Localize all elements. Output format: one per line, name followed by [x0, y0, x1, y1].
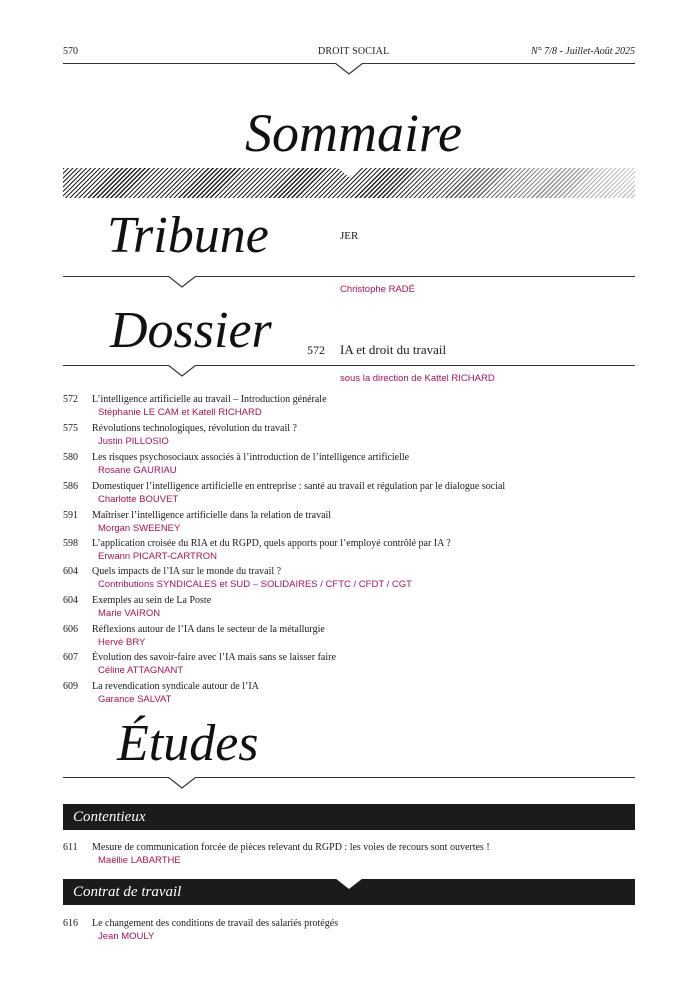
etudes-rule	[63, 777, 635, 778]
article-title[interactable]: La revendication syndicale autour de l’IA	[92, 681, 259, 692]
article-page: 575	[63, 423, 78, 434]
article-page: 611	[63, 842, 78, 853]
article-author: Charlotte BOUVET	[98, 494, 179, 505]
article-title[interactable]: L’intelligence artificielle au travail – Introduction générale	[92, 394, 327, 405]
section-bar-contentieux	[63, 804, 635, 830]
article-title[interactable]: L’application croisée du RIA et du RGPD, quels apports pour l’employé contrôlé par IA ?	[92, 538, 451, 549]
article-title[interactable]: Évolution des savoir-faire avec l’IA mais sans se laisser faire	[92, 652, 336, 663]
article-author: Marie VAIRON	[98, 608, 161, 619]
article-author: Rosane GAURIAU	[98, 465, 177, 476]
page-title: Sommaire	[245, 103, 462, 163]
article-page: 616	[63, 918, 78, 929]
article-title[interactable]: Exemples au sein de La Poste	[92, 595, 212, 606]
tribune-heading: Tribune	[107, 207, 269, 264]
tribune-notch-icon	[168, 276, 196, 288]
article-author: Hervé BRY	[98, 637, 146, 648]
article-author: Erwann PICART-CARTRON	[98, 551, 217, 562]
dossier-page: 572	[307, 343, 325, 357]
journal-name: DROIT SOCIAL	[318, 46, 390, 57]
article-title[interactable]: Révolutions technologiques, révolution du travail ?	[92, 423, 297, 434]
article-author: Contributions SYNDICALES et SUD – SOLIDAIRES / CFTC / CFDT / CGT	[98, 579, 412, 590]
tribune-author: Christophe RADÉ	[340, 284, 415, 295]
article-page: 606	[63, 624, 78, 635]
article-title[interactable]: Mesure de communication forcée de pièces relevant du RGPD : les voies de recours sont ouvertes !	[92, 842, 490, 853]
tribune-rule	[63, 276, 635, 277]
page-number: 570	[63, 46, 78, 57]
article-page: 604	[63, 566, 78, 577]
tribune-title[interactable]: JER	[340, 230, 359, 242]
article-author: Céline ATTAGNANT	[98, 665, 184, 676]
dossier-title[interactable]: IA et droit du travail	[340, 342, 447, 357]
article-page: 598	[63, 538, 78, 549]
article-page: 572	[63, 394, 78, 405]
etudes-heading: Études	[117, 715, 259, 772]
dossier-heading: Dossier	[110, 302, 272, 359]
dossier-rule	[63, 365, 635, 366]
dossier-direction: sous la direction de Kattel RICHARD	[340, 373, 495, 384]
header-notch-icon	[335, 63, 363, 75]
article-author: Stéphanie LE CAM et Katell RICHARD	[98, 407, 262, 418]
article-title[interactable]: Réflexions autour de l’IA dans le secteur de la métallurgie	[92, 624, 325, 635]
article-title[interactable]: Le changement des conditions de travail des salariés protégés	[92, 918, 339, 929]
article-title[interactable]: Quels impacts de l’IA sur le monde du travail ?	[92, 566, 282, 577]
article-author: Jean MOULY	[98, 931, 155, 942]
article-author: Garance SALVAT	[98, 694, 172, 705]
article-page: 580	[63, 452, 78, 463]
article-page: 604	[63, 595, 78, 606]
contrat-notch-icon	[335, 878, 363, 890]
section-title: Contrat de travail	[73, 884, 182, 900]
article-page: 591	[63, 510, 78, 521]
dossier-notch-icon	[168, 365, 196, 377]
article-title[interactable]: Les risques psychosociaux associés à l’introduction de l’intelligence artificielle	[92, 452, 410, 463]
article-author: Morgan SWEENEY	[98, 523, 181, 534]
issue-info: N° 7/8 - Juillet-Août 2025	[531, 46, 635, 57]
article-title[interactable]: Domestiquer l’intelligence artificielle en entreprise : santé au travail et régulation par le dialogue social	[92, 481, 506, 492]
hatch-notch-icon	[335, 167, 363, 179]
article-title[interactable]: Maîtriser l’intelligence artificielle dans la relation de travail	[92, 510, 332, 521]
article-page: 609	[63, 681, 78, 692]
article-page: 607	[63, 652, 78, 663]
article-page: 586	[63, 481, 78, 492]
article-author: Justin PILLOSIO	[98, 436, 169, 447]
section-title: Contentieux	[73, 809, 146, 825]
etudes-notch-icon	[168, 777, 196, 789]
article-author: Maëllie LABARTHE	[98, 855, 181, 866]
